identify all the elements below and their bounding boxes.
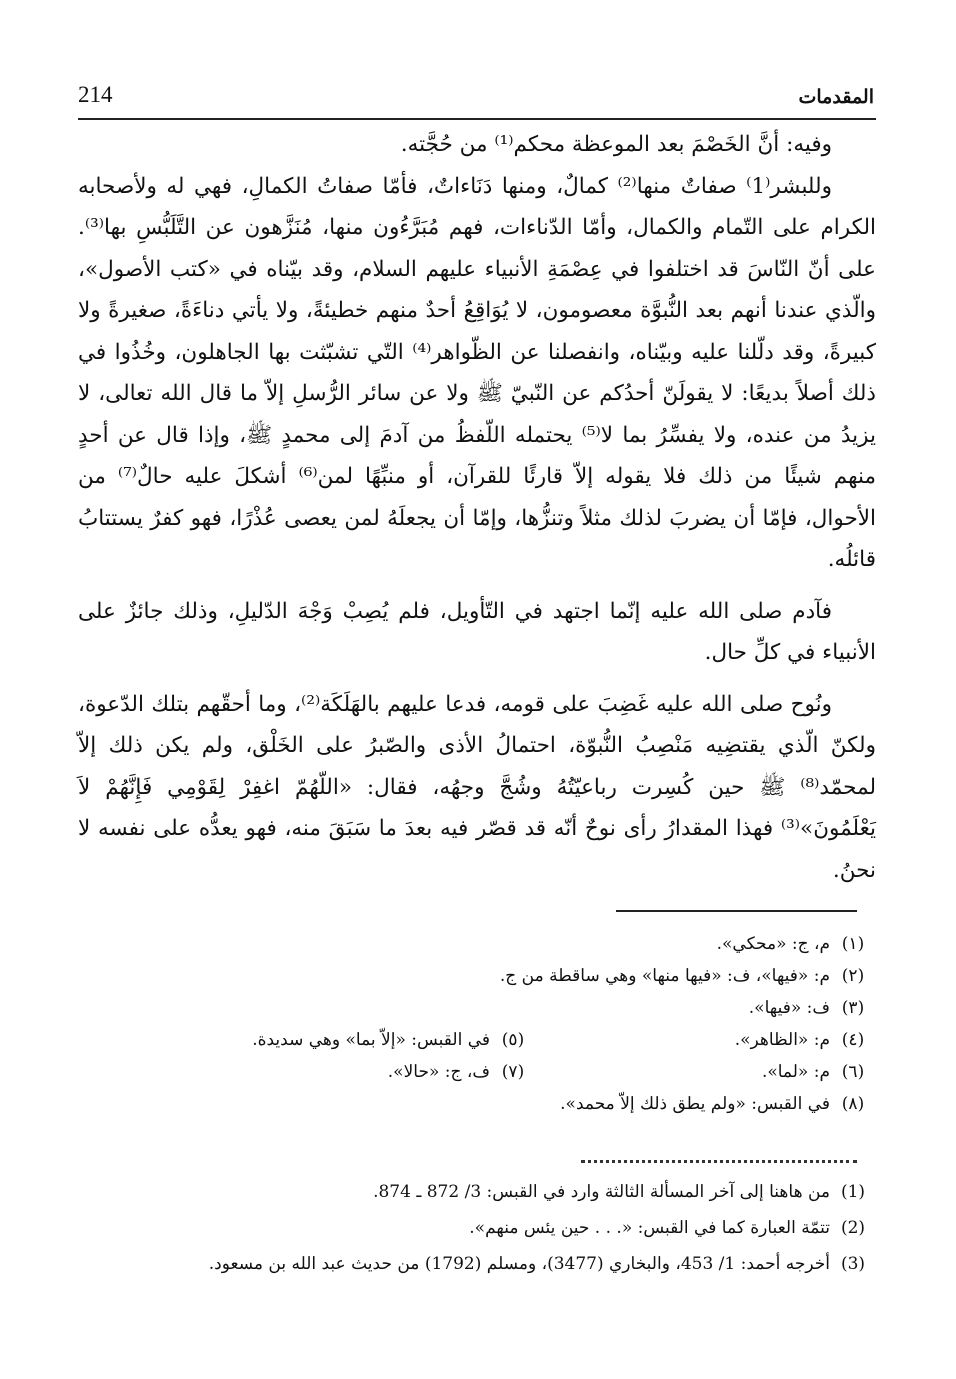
footnote-text: تتمّة العبارة كما في القبس: «. . . حين يئس منهم». <box>469 1218 830 1238</box>
footnote <box>252 1024 536 1056</box>
footnote-number: (٣) <box>841 998 865 1018</box>
main-text <box>78 124 876 891</box>
footnote <box>388 1056 536 1088</box>
page-number: 214 <box>78 82 113 107</box>
footnote-separator <box>616 910 857 912</box>
paragraph: وللبشر⁽1⁾ صفاتٌ منها⁽²⁾ كمالٌ، ومنها دَنَاءاتٌ، فأمّا صفاتُ الكمالِ، فهي له ولأصحابه الكرام على التّمام والكمال، وأمّا الدّناءات، فهم مُبَرَّءُون منها، مُنَزَّهون عن التَّلَبُّسِ بها⁽³⁾. على أنّ النّاسَ قد اختلفوا في عِصْمَةِ الأنبياء عليهم السلام، وقد بيّناه في «كتب الأصول»، والّذي عندنا أنهم بعد النُّبوَّة معصومون، لا يُوَاقِعُ أحدٌ منهم خطيئةً، ولا يأتي دناءَةً، صغيرةً ولا كبيرةً، وقد دلّلنا عليه وبيّناه، وانفصلنا عن الظّواهر⁽⁴⁾ التّي تشبّثت بها الجاهلون، وخُذُوا في ذلك أصلاً بديعًا: لا يقولَنّ أحدُكم عن النّبيّ ﷺ ولا عن سائر الرُّسلِ إلاّ ما قال الله تعالى، لا يزيدُ من عنده، ولا يفسِّرُ بما لا⁽⁵⁾ يحتمله اللّفظُ من آدمَ إلى محمدٍ ﷺ، وإذا قال عن أحدٍ منهم شيئًا من ذلك فلا يقوله إلاّ قارئًا للقرآن، أو منبِّهًا لمن⁽⁶⁾ أشكلَ عليه حالٌ⁽⁷⁾ من الأحوال، فإمّا أن يضربَ لذلك مثلاً وتنزُّها، وإمّا أن يجعلَهُ لمن يعصى عُذْرًا، فهو كفرٌ يستتابُ قائلُه. <box>78 173 876 572</box>
footnote-number: (٤) <box>841 1030 865 1050</box>
footnote-row <box>78 1024 876 1056</box>
running-title: المقدمات <box>798 86 874 108</box>
footnote-number: (1) <box>840 1182 866 1202</box>
footnote <box>536 1056 876 1088</box>
footnote <box>78 1210 876 1246</box>
footnote-text: ف: «فيها». <box>748 998 830 1018</box>
footnote <box>78 1088 876 1120</box>
editor-footnotes <box>78 1174 876 1282</box>
footnote-text: من هاهنا إلى آخر المسألة الثالثة وارد في القبس: 3/ 872 ـ 874. <box>373 1182 830 1202</box>
paragraph: وفيه: أنَّ الخَصْمَ بعد الموعظة محكم⁽¹⁾ من حُجَّته. <box>400 132 832 157</box>
footnote <box>78 1174 876 1210</box>
footnote-row <box>78 1056 876 1088</box>
footnote-number: (٧) <box>501 1062 525 1082</box>
page-header <box>78 82 876 120</box>
footnote <box>78 992 876 1024</box>
footnote-text: في القبس: «ولم يطق ذلك إلاّ محمد». <box>560 1094 830 1114</box>
footnote-text: م، ج: «محكي». <box>716 934 830 954</box>
footnote-text: في القبس: «إلاّ بما» وهي سديدة. <box>252 1030 490 1050</box>
footnote-number: (٦) <box>841 1062 865 1082</box>
footnote-text: م: «الظاهر». <box>734 1030 830 1050</box>
footnote-text: م: «فيها»، ف: «فيها منها» وهي ساقطة من ج. <box>499 966 830 986</box>
footnote-number: (2) <box>840 1218 866 1238</box>
footnote <box>536 1024 876 1056</box>
manuscript-footnotes <box>78 928 876 1120</box>
paragraph: فآدم صلى الله عليه إنّما اجتهد في التّأويل، فلم يُصِبْ وَجْهَ الدّليلِ، وذلك جائزٌ على الأنبياء في كلِّ حال. <box>78 598 876 665</box>
footnote-number: (٥) <box>501 1030 525 1050</box>
footnote-number: (١) <box>841 934 865 954</box>
footnote-number: (٨) <box>841 1094 865 1114</box>
footnote-number: (3) <box>840 1254 866 1274</box>
footnote-text: أخرجه أحمد: 1/ 453، والبخاري (3477)، ومسلم (1792) من حديث عبد الله بن مسعود. <box>208 1254 830 1274</box>
footnote-text: م: «لما». <box>761 1062 830 1082</box>
footnote-text: ف، ج: «حالا». <box>387 1062 490 1082</box>
footnote <box>78 928 876 960</box>
paragraph: ونُوح صلى الله عليه غَضِبَ على قومه، فدعا عليهم بالهَلَكَة⁽²⁾، وما أحقّهم بتلك الدّعوة، ولكنّ الّذي يقتضِيه مَنْصِبُ النُّبوّة، احتمالُ الأذى والصّبرُ على الخَلْق، ولم يكن ذلك إلاّ لمحمّد⁽⁸⁾ ﷺ حين كُسِرت رباعيّتُهُ وشُجَّ وجهُه، فقال: «اللّهُمّ اغفِرْ لِقَوْمِي فَإِنَّهُمْ لاَ يَعْلَمُونَ»⁽³⁾ فهذا المقدارُ رأى نوحٌ أنّه قد قصّر فيه بعدَ ما سَبَقَ منه، فهو يعدُّه على نفسه لا نحنُ. <box>78 691 876 883</box>
footnote <box>78 1246 876 1282</box>
footnote-number: (٢) <box>841 966 865 986</box>
footnote <box>78 960 876 992</box>
dotted-separator <box>581 1160 857 1163</box>
